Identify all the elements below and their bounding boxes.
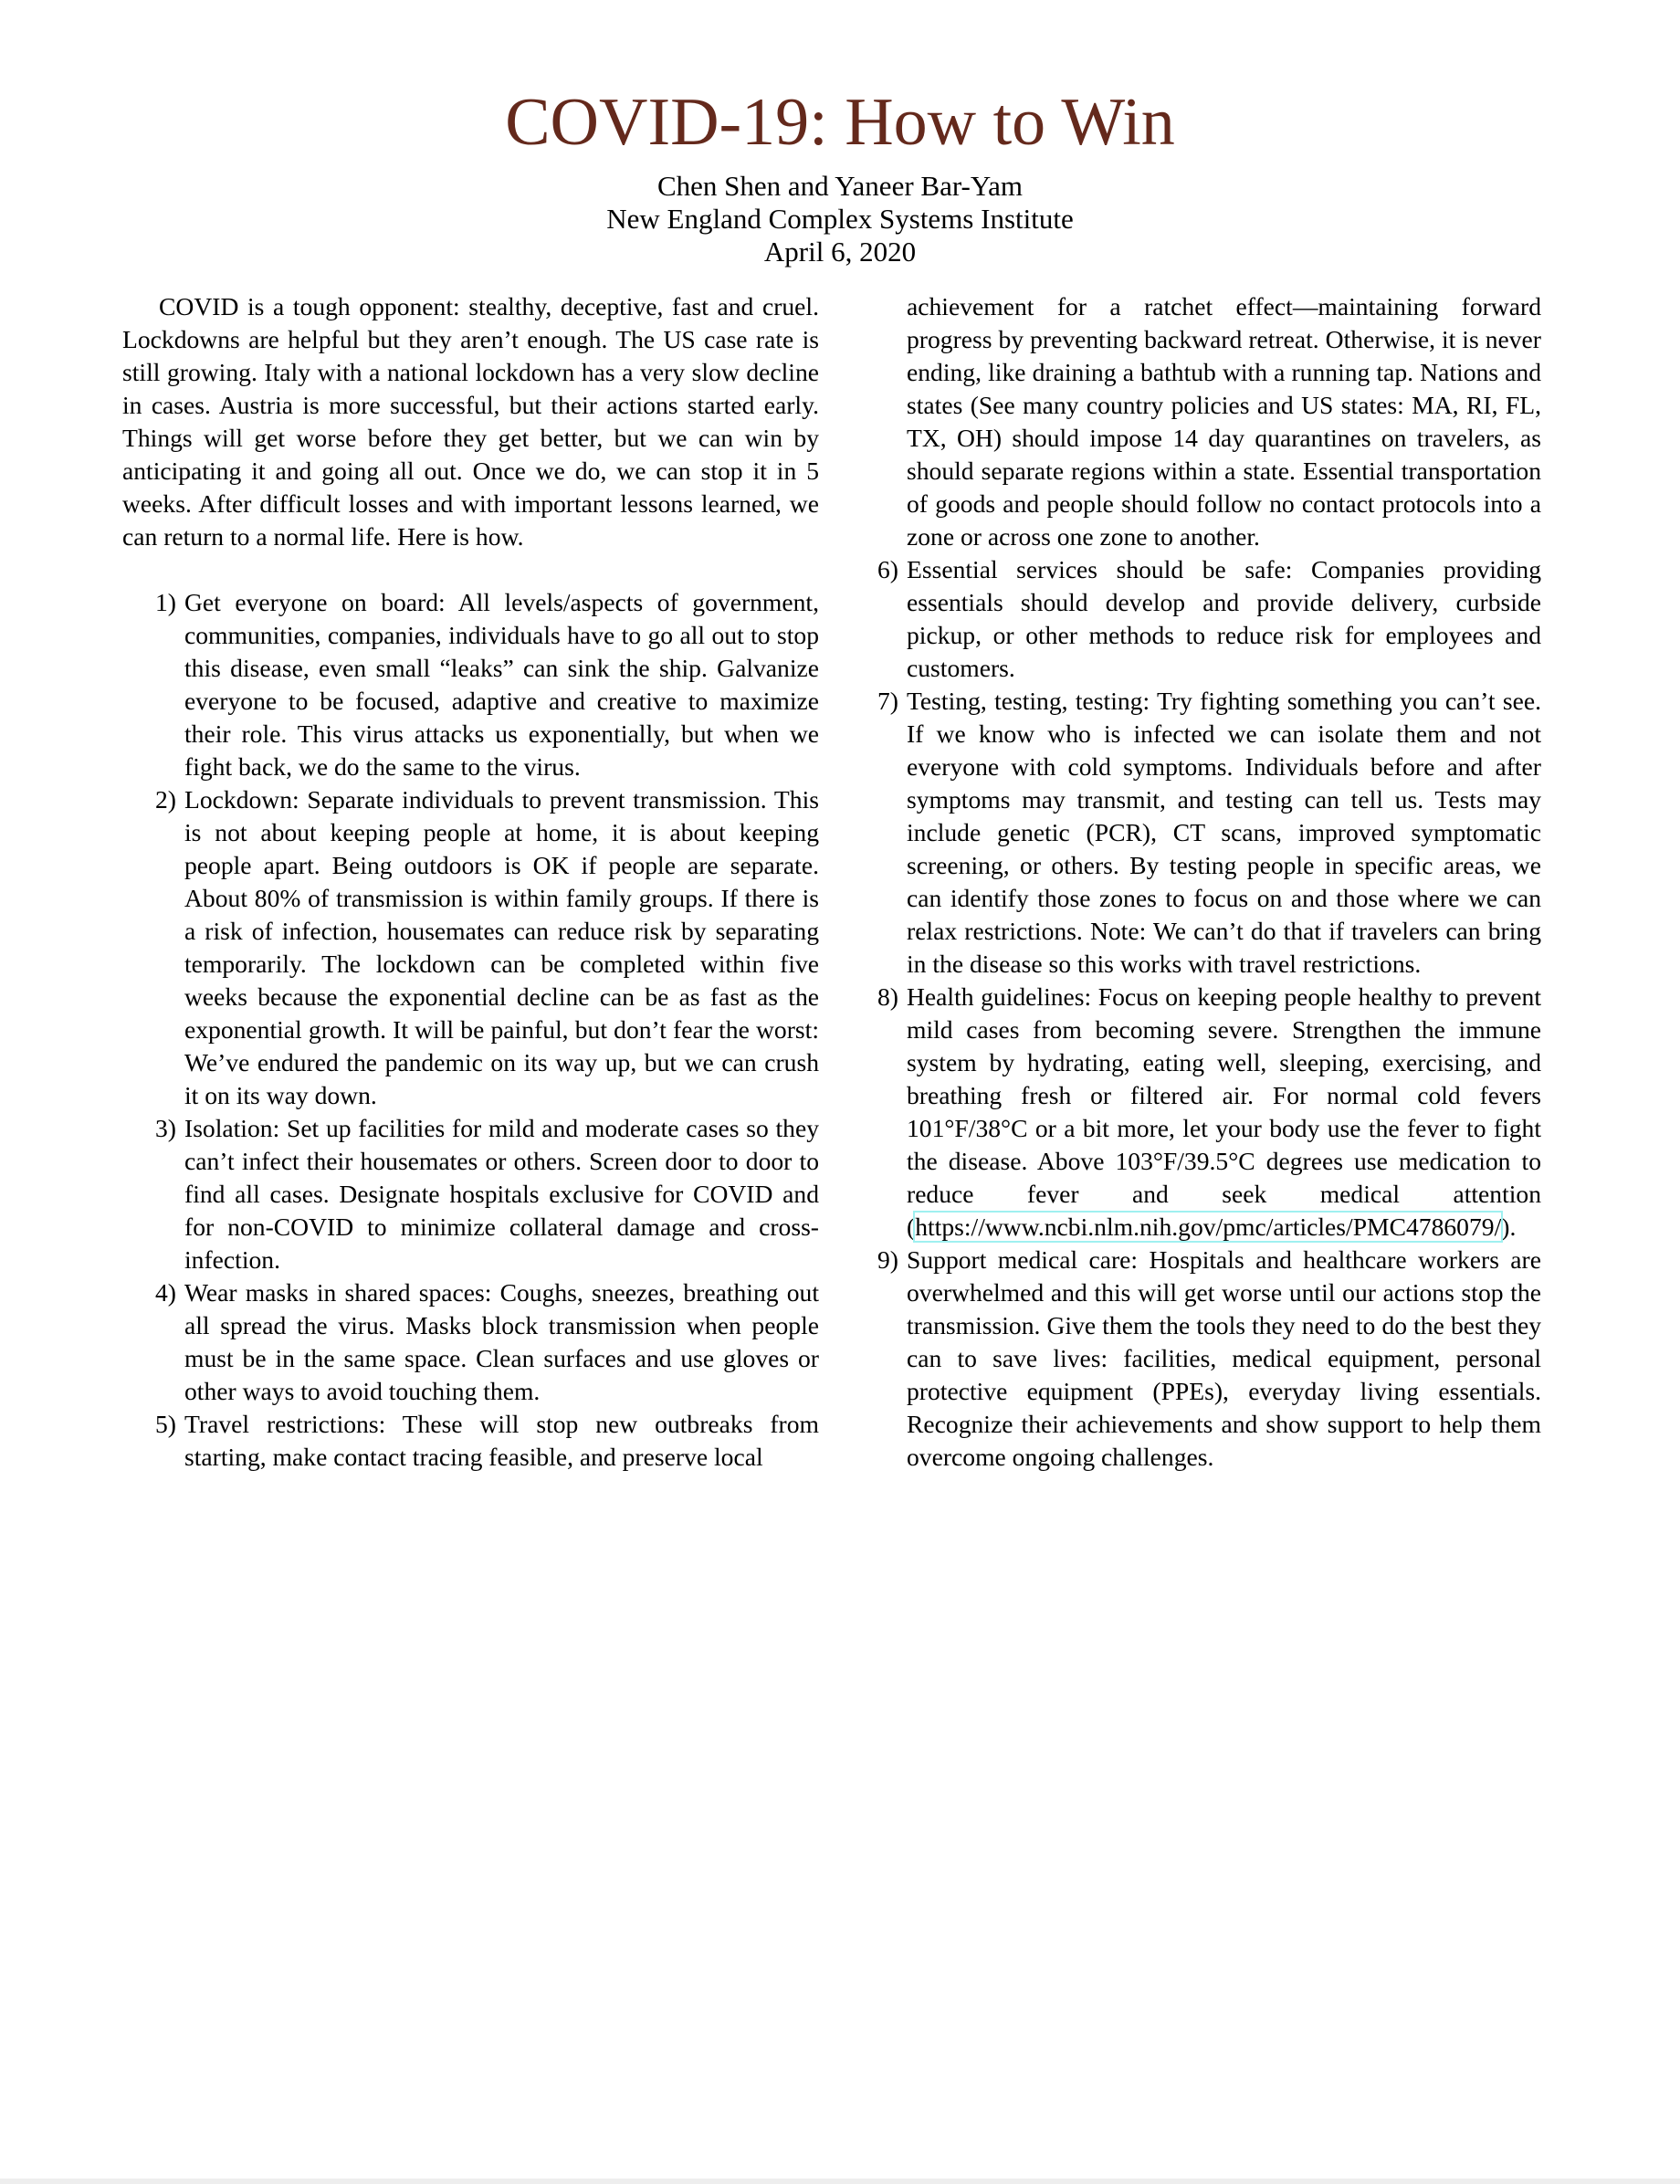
list-item-7 (845, 685, 1541, 981)
authors: Chen Shen and Yaneer Bar-Yam (656, 170, 1024, 202)
item-text: Wear masks in shared spaces: Coughs, sneezes, breathing out all spread the virus. Masks block transmission when people must be in the same space. Clean surfaces and use gloves or other ways to avoid touching them. (184, 1278, 819, 1405)
list-item-5 (122, 1408, 819, 1474)
item-text: Health guidelines: Focus on keeping people healthy to prevent mild cases from becoming severe. Strengthen the immune system by hydrating, eating well, sleeping, exercising, and breathing fresh or filtered air. For normal cold fevers 101°F/38°C or a bit more, let your body use the fever to fight the disease. Above 103°F/39.5°C degrees use medication to reduce fever and seek medical attention ( (907, 982, 1541, 1241)
list-item-1 (122, 586, 819, 783)
date: April 6, 2020 (763, 236, 917, 268)
paper-meta (0, 170, 1680, 268)
list-item-8 (845, 981, 1541, 1244)
list-item-5-continued: achievement for a ratchet effect—maintaining forward progress by preventing backward retreat. Otherwise, it is never ending, like draining a bathtub with a running tap. Nations and states (See many country policies and US states: MA, RI, FL, TX, OH) should impose 14 day quarantines on travelers, as should separate regions within a state. Essential transportation of goods and people should follow no contact protocols into a zone or across one zone to another. (907, 292, 1541, 551)
item-text: Essential services should be safe: Companies providing essentials should develop and provide delivery, curbside pickup, or other methods to reduce risk for employees and customers. (907, 555, 1541, 682)
item-number: 4) (155, 1278, 176, 1307)
reference-link[interactable]: https://www.ncbi.nlm.nih.gov/pmc/articles/PMC4786079/ (915, 1213, 1502, 1241)
list-item-6 (845, 553, 1541, 685)
item-text: Get everyone on board: All levels/aspects of government, communities, companies, individuals have to go all out to stop this disease, even small “leaks” can sink the ship. Galvanize everyone to be focused, adaptive and creative to maximize their role. This virus attacks us exponentially, but when we fight back, we do the same to the virus. (184, 588, 819, 781)
item-text-wrap (907, 981, 1541, 1244)
item-text: Isolation: Set up facilities for mild and moderate cases so they can’t infect their housemates or others. Screen door to door to find all cases. Designate hospitals exclusive for COVID and for non-COVID to minimize collateral damage and cross-infection. (184, 1114, 819, 1274)
item-number: 9) (877, 1245, 898, 1274)
item-number: 3) (155, 1114, 176, 1142)
item-number: 6) (877, 555, 898, 583)
item-number: 8) (877, 982, 898, 1011)
paper-title: COVID-19: How to Win (505, 85, 1175, 160)
item-text: Travel restrictions: These will stop new outbreaks from starting, make contact tracing feasible, and preserve local (184, 1410, 819, 1471)
list-item-2 (122, 783, 819, 1112)
item-number: 7) (877, 687, 898, 715)
item-text: Lockdown: Separate individuals to prevent transmission. This is not about keeping people at home, it is about keeping people apart. Being outdoors is OK if people are separate. About 80% of transmission is within family groups. If there is a risk of infection, housemates can reduce risk by separating temporarily. The lockdown can be completed within five weeks because the exponential decline can be as fast as the exponential growth. It will be painful, but don’t fear the worst: We’ve endured the pandemic on its way up, but we can crush it on its way down. (184, 785, 819, 1109)
page-bottom-edge (0, 2179, 1680, 2184)
item-text: Testing, testing, testing: Try fighting something you can’t see. If we know who is infected we can isolate them and not everyone with cold symptoms. Individuals before and after symptoms may transmit, and testing can tell us. Tests may include genetic (PCR), CT scans, improved symptomatic screening, or others. By testing people in specific areas, we can identify those zones to focus on and those where we can relax restrictions. Note: We can’t do that if travelers can bring in the disease so this works with travel restrictions. (907, 687, 1541, 978)
institution: New England Complex Systems Institute (606, 203, 1074, 235)
intro-paragraph: COVID is a tough opponent: stealthy, deceptive, fast and cruel. Lockdowns are helpful but they aren’t enough. The US case rate is still growing. Italy with a national lockdown has a very slow decline in cases. Austria is more successful, but their actions started early. Things will get worse before they get better, but we can win by anticipating it and going all out. Once we do, we can stop it in 5 weeks. After difficult losses and with important lessons learned, we can return to a normal life. Here is how. (122, 292, 819, 551)
list-item-3 (122, 1112, 819, 1276)
list-item-4 (122, 1276, 819, 1408)
item-number: 1) (155, 588, 176, 616)
item-text-after: ). (1501, 1213, 1517, 1241)
right-column (845, 290, 1541, 1474)
left-column (122, 290, 819, 1474)
item-number: 5) (155, 1410, 176, 1438)
item-number: 2) (155, 785, 176, 814)
item-text: Support medical care: Hospitals and healthcare workers are overwhelmed and this will get worse until our actions stop the transmission. Give them the tools they need to do the best they can to save lives: facilities, medical equipment, personal protective equipment (PPEs), everyday living essentials. Recognize their achievements and show support to help them overcome ongoing challenges. (907, 1245, 1541, 1471)
list-item-9 (845, 1244, 1541, 1474)
